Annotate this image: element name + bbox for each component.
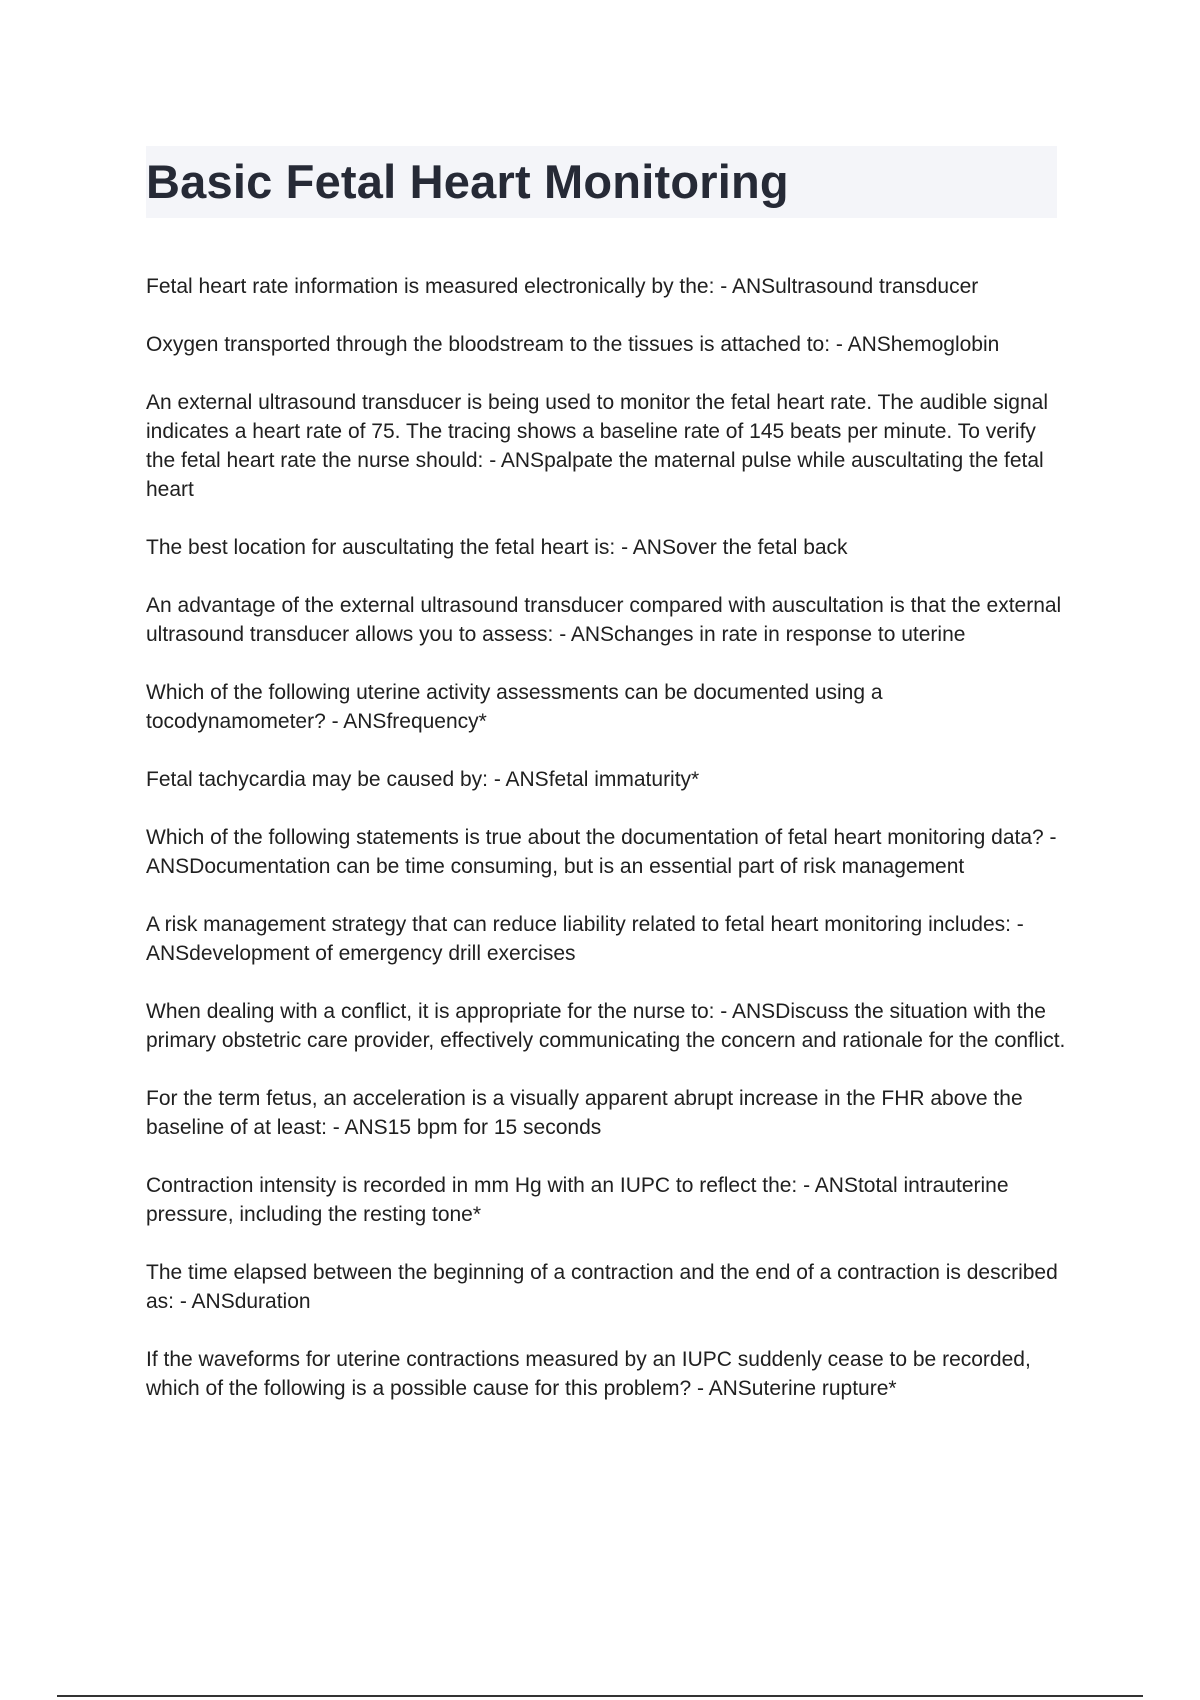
qa-item: If the waveforms for uterine contractions measured by an IUPC suddenly cease to be recorded, which of the following is a possible cause for this problem? - ANSuterine rupture* [146, 1348, 1031, 1400]
qa-item: An external ultrasound transducer is being used to monitor the fetal heart rate. The audible signal indicates a heart rate of 75. The tracing shows a baseline rate of 145 beats per minute. To verify the fetal heart rate the nurse should: - ANSpalpate the maternal pulse while auscultating the fetal heart [146, 391, 1048, 501]
qa-item: For the term fetus, an acceleration is a visually apparent abrupt increase in the FHR above the baseline of at least: - ANS15 bpm for 15 seconds [146, 1087, 1023, 1139]
title-band [146, 146, 1057, 218]
qa-item: A risk management strategy that can reduce liability related to fetal heart monitoring includes: - ANSdevelopment of emergency drill exercises [146, 913, 1024, 965]
qa-item: Which of the following statements is true about the documentation of fetal heart monitoring data? - ANSDocumentation can be time consuming, but is an essential part of risk management [146, 826, 1057, 878]
qa-item: Oxygen transported through the bloodstream to the tissues is attached to: - ANShemoglobin [146, 333, 1000, 356]
qa-item: Contraction intensity is recorded in mm Hg with an IUPC to reflect the: - ANStotal intrauterine pressure, including the resting tone* [146, 1174, 1009, 1226]
qa-list [146, 272, 1066, 1432]
qa-item: The time elapsed between the beginning of a contraction and the end of a contraction is described as: - ANSduration [146, 1261, 1058, 1313]
page-title: Basic Fetal Heart Monitoring [146, 155, 789, 208]
qa-item: An advantage of the external ultrasound transducer compared with auscultation is that the external ultrasound transducer allows you to assess: - ANSchanges in rate in response to uterine [146, 594, 1062, 646]
footer-divider [57, 1695, 1143, 1697]
qa-item: Which of the following uterine activity assessments can be documented using a tocodynamometer? - ANSfrequency* [146, 681, 883, 733]
qa-item: Fetal heart rate information is measured electronically by the: - ANSultrasound transducer [146, 275, 979, 298]
qa-item: The best location for auscultating the fetal heart is: - ANSover the fetal back [146, 536, 848, 559]
qa-item: When dealing with a conflict, it is appropriate for the nurse to: - ANSDiscuss the situation with the primary obstetric care provider, effectively communicating the concern and rationale for the conflict. [146, 1000, 1066, 1052]
qa-item: Fetal tachycardia may be caused by: - ANSfetal immaturity* [146, 768, 700, 791]
